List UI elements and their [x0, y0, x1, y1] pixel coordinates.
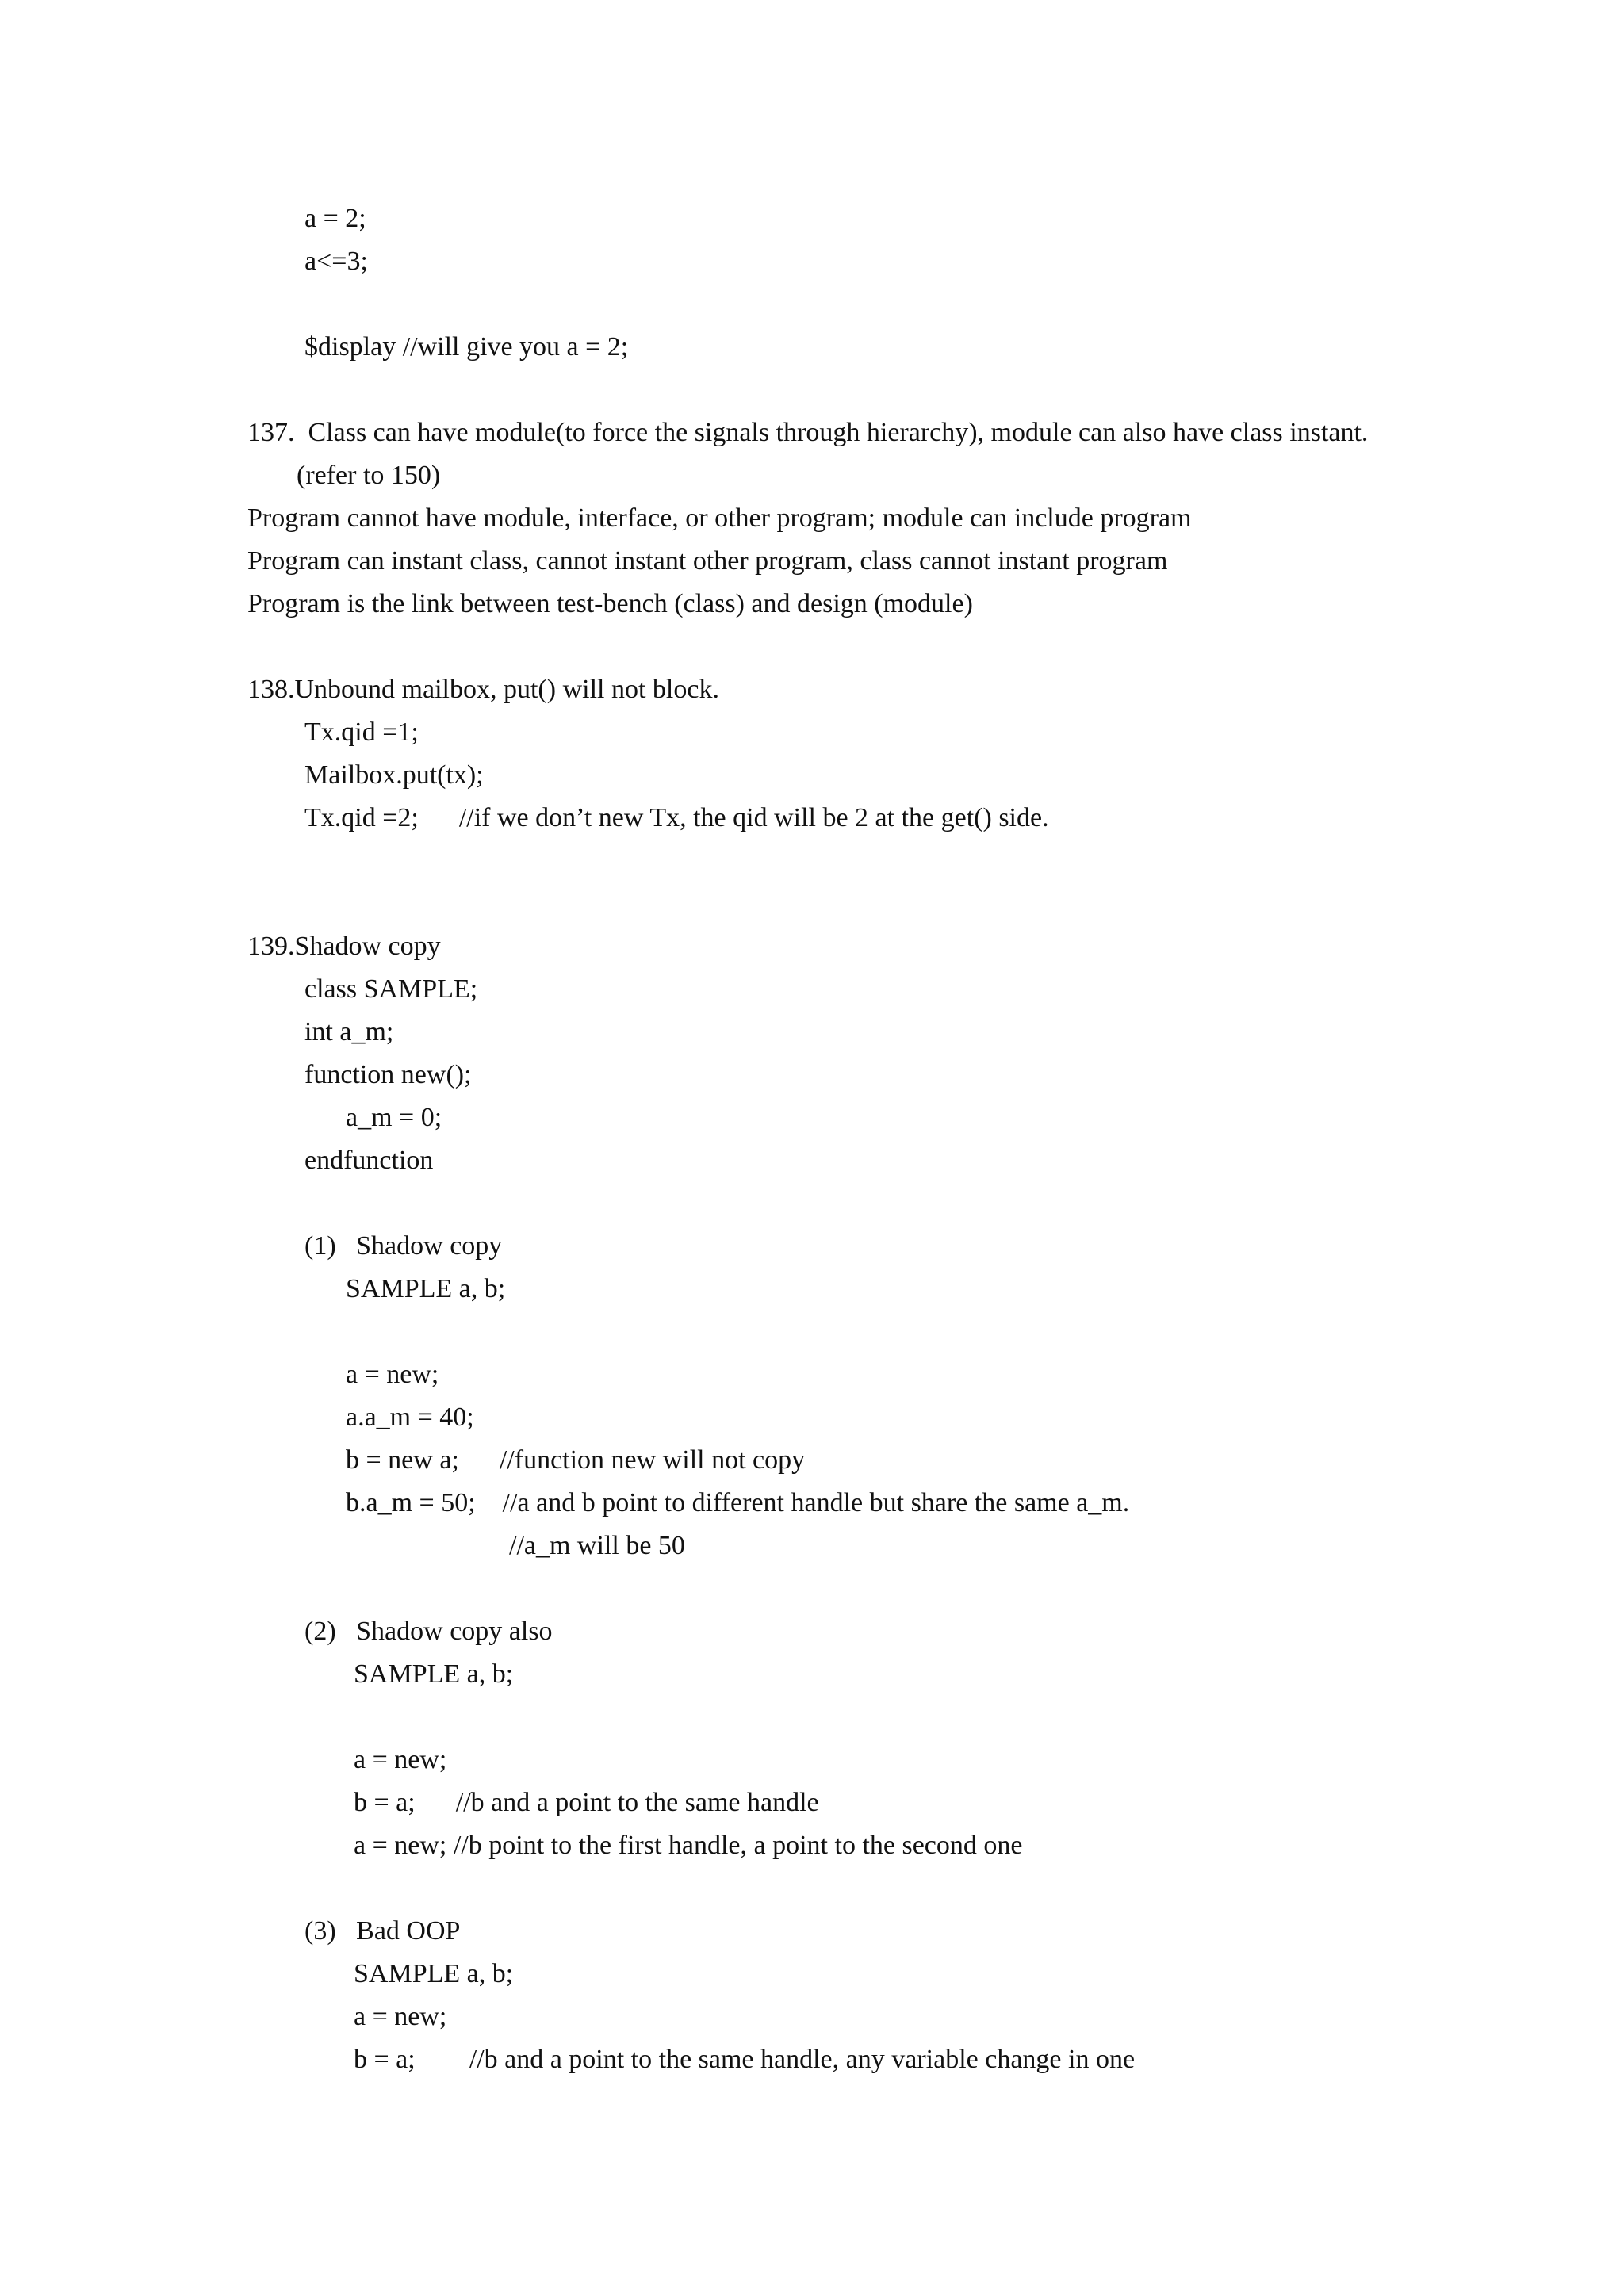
code-line: a = new; — [346, 1360, 439, 1389]
text-line: (refer to 150) — [297, 461, 441, 490]
text-line: Program can instant class, cannot instant other program, class cannot instant program — [247, 546, 1168, 576]
code-line: SAMPLE a, b; — [354, 1659, 514, 1689]
code-line: Tx.qid =2; //if we don’t new Tx, the qid will be 2 at the get() side. — [304, 803, 1049, 832]
code-line: a_m = 0; — [346, 1103, 442, 1132]
text-line: $display //will give you a = 2; — [304, 332, 629, 362]
code-line: //a_m will be 50 — [509, 1531, 685, 1560]
code-line: a = new; — [354, 2002, 447, 2031]
code-line: function new(); — [304, 1060, 472, 1089]
subsection-2-heading: (2) Shadow copy also — [304, 1617, 553, 1646]
subsection-3-heading: (3) Bad OOP — [304, 1916, 461, 1946]
code-line: SAMPLE a, b; — [354, 1959, 514, 1988]
text-line: a<=3; — [304, 247, 368, 276]
code-line: a = new; //b point to the first handle, a point to the second one — [354, 1831, 1023, 1860]
code-line: b = new a; //function new will not copy — [346, 1445, 806, 1475]
code-line: Tx.qid =1; — [304, 718, 419, 747]
code-line: endfunction — [304, 1146, 434, 1175]
code-line: Mailbox.put(tx); — [304, 760, 484, 790]
code-line: int a_m; — [304, 1017, 394, 1047]
section-138-heading: 138.Unbound mailbox, put() will not block. — [247, 675, 719, 704]
text-line: Program cannot have module, interface, or other program; module can include program — [247, 503, 1192, 533]
code-line: a = new; — [354, 1745, 447, 1774]
code-line: b = a; //b and a point to the same handle — [354, 1788, 819, 1817]
text-line: a = 2; — [304, 204, 366, 233]
code-line: SAMPLE a, b; — [346, 1274, 506, 1303]
text-line: Program is the link between test-bench (class) and design (module) — [247, 589, 973, 618]
code-line: b = a; //b and a point to the same handle, any variable change in one — [354, 2045, 1136, 2074]
subsection-1-heading: (1) Shadow copy — [304, 1231, 503, 1261]
code-line: b.a_m = 50; //a and b point to different handle but share the same a_m. — [346, 1488, 1130, 1517]
section-137-heading: 137. Class can have module(to force the signals through hierarchy), module can also have class instant. — [247, 418, 1369, 447]
code-line: a.a_m = 40; — [346, 1402, 474, 1432]
code-line: class SAMPLE; — [304, 974, 478, 1004]
section-139-heading: 139.Shadow copy — [247, 932, 441, 961]
